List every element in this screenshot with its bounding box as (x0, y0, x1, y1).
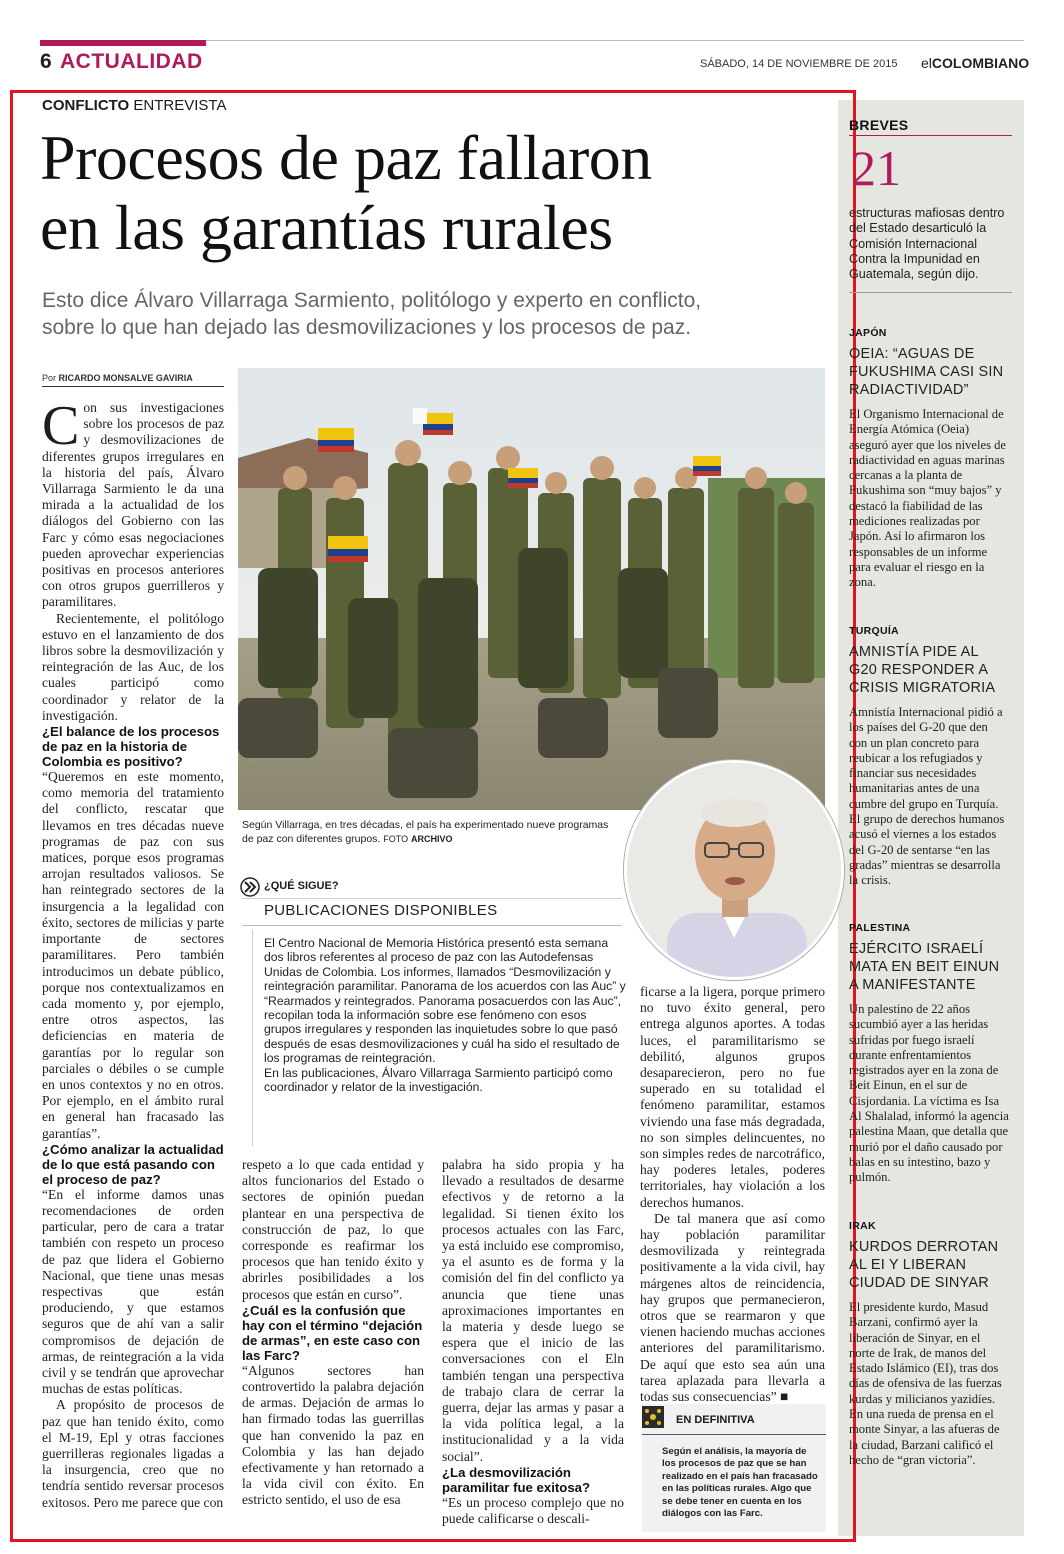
section-name: ACTUALIDAD (60, 50, 203, 73)
breves-label: BREVES (849, 117, 909, 133)
brief-body: El presidente kurdo, Masud Barzani, confirmó ayer la liberación de Sinyar, en el norte de Irak, de manos del Estado Islámico (EI), tras dos días de ofensiva de las fuerzas kurdas y milicianos yazidíes. En una rueda de prensa en el monte Sinyar, a las afueras de la ciudad, Barzani calificó el hecho de “gran victoria”. (849, 1300, 1002, 1467)
highlight-frame (10, 90, 856, 1542)
paragraph: Recientemente, el politólogo estuvo en el lanzamiento de dos libros sobre la desmovilización y reintegración de las Auc, de los cuales participó como coordinador y relator de la investigación. (42, 610, 224, 723)
interview-answer: “Queremos en este momento, como memoria del tratamiento del conflicto, rescatar que llevamos en tres décadas nueve programas de paz con sus matices, porque esos programas arrojan resultados valiosos. Se han reintegrado sectores de la insurgencia a la legalidad con éxito, sectores de milicias y parte importante de sectores paramilitares. Pero también introducimos un debate público, porque nos contextualizamos en cada momento y, por ejemplo, entre otros aspectos, las deficiencias en materia de garantías por lo regular son parciales o débiles o se cumple en unos contextos y no en otros. Por ejemplo, en el ámbito rural en general han fracasado las garantías”. (42, 769, 224, 1141)
brief-country: PALESTINA (849, 922, 911, 934)
paragraph: respeto a lo que cada entidad y altos funcionarios del Estado o sectores de opinión puedan plantear en una perspectiva de construcción de paz, lo que corresponde es reafirmar los procesos que han tenido éxito y abrirles posibilidades a los procesos que están en curso”. (242, 1157, 424, 1302)
brief-item (849, 625, 1009, 889)
paragraph: El Centro Nacional de Memoria Histórica presentó esta semana dos libros referentes al proceso de paz con las Autodefensas Unidas de Colombia. Los informes, llamados “Desmovilización y reintegración paramilitar. Panorama de los acuerdos con las Auc” y “Rearmados y reintegrados. Panorama posacuerdos con las Auc”, recopilan toda la información sobre ese fenómeno con esos grupos irregulares y responden las inquietudes sobre lo que pasó después de esas desmovilizaciones y cuál ha sido el resultado de los programas de reintegración. (264, 936, 626, 1066)
interview-question: ¿Cómo analizar la actualidad de lo que está pasando con el proceso de paz? (42, 1141, 224, 1187)
page-number: 6 (40, 50, 52, 73)
divider (849, 292, 1012, 293)
interview-question: ¿El balance de los procesos de paz en la historia de Colombia es positivo? (42, 724, 220, 770)
divider (849, 135, 1012, 136)
headline-line-2: en las garantías rurales (40, 192, 613, 263)
que-sigue-title: PUBLICACIONES DISPONIBLES (264, 902, 498, 919)
en-definitiva-text: Según el análisis, la mayoría de los procesos de paz que se han realizado en el país han fracasado en las políticas rurales. Algo que se debe tener en cuenta en los diálogos con las Farc. (662, 1446, 818, 1520)
brief-country: JAPÓN (849, 327, 887, 339)
brief-headline: OEIA: “AGUAS DE FUKUSHIMA CASI SIN RADIACTIVIDAD” (849, 346, 1004, 398)
brief-body: El Organismo Internacional de Energía Atómica (Oeia) aseguró ayer que los niveles de radiactividad en aguas marinas cercanas a la planta de Fukushima son “muy bajos” y destacó la fiabilidad de las mediciones realizadas por Japón. Así lo afirmaron los responsables de un informe para evaluar el riesgo en la zona. (849, 407, 1007, 590)
drop-cap: C (42, 395, 80, 457)
newspaper-logo: elCOLOMBIANO (921, 55, 1030, 71)
brief-headline: EJÉRCITO ISRAELÍ MATA EN BEIT EINUN A MANIFESTANTE (849, 941, 1000, 993)
brief-item (849, 1220, 1009, 1468)
big-number: 21 (851, 140, 901, 196)
paragraph: En las publicaciones, Álvaro Villarraga Sarmiento participó como coordinador y relator de la investigación. (264, 1065, 613, 1095)
brief-body: Amnistía Internacional pidió a los países del G-20 que den con un plan concreto para reubicar a los refugiados y financiar sus necesidades humanitarias antes de una cumbre del grupo en Turquía. El grupo de derechos humanos acusó el viernes a los estados del G-20 de sentarse “en las gradas” mientras se desarrolla la crisis. (849, 705, 1005, 888)
brief-body: Un palestino de 22 años sucumbió ayer a las heridas sufridas por fuego israelí durante enfrentamientos registrados ayer en la zona de Beit Einun, en el sur de Cisjordania. La víctima es Isa Al Shalalad, informó la agencia palestina Maan, que detalla que murió por el daño causado por balas en su intestino, bazo y pulmón. (849, 1002, 1009, 1185)
interview-answer: “Es un proceso complejo que no puede calificarse o descali- (442, 1494, 624, 1527)
brief-headline: AMNISTÍA PIDE AL G20 RESPONDER A CRISIS MIGRATORIA (849, 644, 996, 696)
section-accent-bar (40, 40, 206, 46)
byline: Por RICARDO MONSALVE GAVIRIA (42, 373, 193, 383)
paragraph: A propósito de procesos de paz que han tenido éxito, como el M-19, Epl y otras facciones guerrilleras regionales ligadas a la insurgencia, creo que no tendría sentido reversar procesos exitosos. Pero me parece que con (42, 1397, 224, 1510)
big-number-text: estructuras mafiosas dentro del Estado desarticuló la Comisión Internacional Contra la Impunidad en Guatemala, según dijo. (849, 206, 1005, 282)
paragraph: De tal manera que así como hay población paramilitar desmovilizada y reintegrada positivamente a la vida civil, hay márgenes altos de reincidencia, hay grupos que permanecieron, otros que se rearmaron y que vienen haciendo muchas acciones anteriores del paramilitarismo. De aquí que esto sea aún una tarea aplazada para llevarla a todas sus consecuencias” ■ (640, 1210, 825, 1405)
brief-item (849, 327, 1009, 591)
brief-item (849, 922, 1009, 1186)
photo-caption: Según Villarraga, en tres décadas, el país ha experimentado nueve programas de paz con diferentes grupos. FOTO ARCHIVO (242, 819, 609, 845)
interview-question: ¿La desmovilización paramilitar fue exitosa? (442, 1464, 591, 1495)
issue-date: SÁBADO, 14 DE NOVIEMBRE DE 2015 (700, 58, 898, 70)
brief-headline: KURDOS DERROTAN AL EI Y LIBERAN CIUDAD DE SINYAR (849, 1239, 999, 1291)
brief-country: TURQUÍA (849, 625, 899, 637)
en-definitiva-label: EN DEFINITIVA (676, 1414, 755, 1426)
interview-answer: “Algunos sectores han controvertido la palabra dejación de armas. Dejación de armas lo han firmado todas las guerrillas que han convenido la paz en Colombia y las han dejado efectivamente y han retornado a la vida civil con éxito. En estricto sentido, el uso de esa (242, 1362, 424, 1508)
article-kicker: CONFLICTO ENTREVISTA (42, 97, 227, 114)
interview-question: ¿Cuál es la confusión que hay con el término “dejación de armas”, en este caso con las Farc? (242, 1302, 423, 1363)
paragraph: ficarse a la ligera, porque primero no tuvo éxito general, pero entrega algunos aportes. A todas luces, el paramilitarismo se debilitó, algunos grupos desaparecieron, pero no fue superado en su totalidad el fenómeno paramilitar, estamos viviendo una fase más degradada, no son simples delincuentes, no son simples redes de narcotráfico, hay poderes letales, poderes territoriales, hay violación a los derechos humanos. (640, 984, 825, 1210)
headline-line-1: Procesos de paz fallaron (40, 122, 652, 193)
brief-country: IRAK (849, 1220, 876, 1232)
paragraph: on sus investigaciones sobre los procesos de paz y desmovilizaciones de diferentes grupos irregulares en la historia del país, Álvaro Villarraga Sarmiento le da una mirada a la actualidad de los diálogos del Gobierno con las Farc y cómo esas negociaciones pueden aprovechar experiencias positivas en procesos anteriores con otros grupos guerrilleros y paramilitares. (42, 400, 224, 610)
subtitle-line-1: Esto dice Álvaro Villarraga Sarmiento, politólogo y experto en conflicto, (42, 289, 702, 312)
paragraph: palabra ha sido propia y ha llevado a resultados de desarme efectivos y de retorno a la legalidad. Si tienen éxito los procesos actuales con las Farc, ya está incluido ese compromiso, ya el asunto es de forma y la comisión del fin del conflicto ya anuncia que tiene unas aproximaciones importantes en la materia y desde luego se espera que el inicio de las conversaciones con el Eln también tengan una perspectiva de trabajo clara de cerrar la guerra, dejar las armas y pasar a la vida política legal, a la institucionalidad y a la vida social”. (442, 1157, 624, 1464)
subtitle-line-2: sobre lo que han dejado las desmovilizaciones y los procesos de paz. (42, 316, 692, 339)
interview-answer: “En el informe damos unas recomendaciones de orden particular, pero de cara a tratar también con respeto un proceso de paz que lidera el Gobierno Nacional, que tiene unas mesas respectivas que están produciendo, y que estamos seguros que de ahí van a salir compromisos de dejación de armas, de reintegración a la vida civil y se tendrán que aprovechar muchas de estas políticas. (42, 1186, 224, 1397)
que-sigue-label: ¿QUÉ SIGUE? (264, 880, 339, 892)
